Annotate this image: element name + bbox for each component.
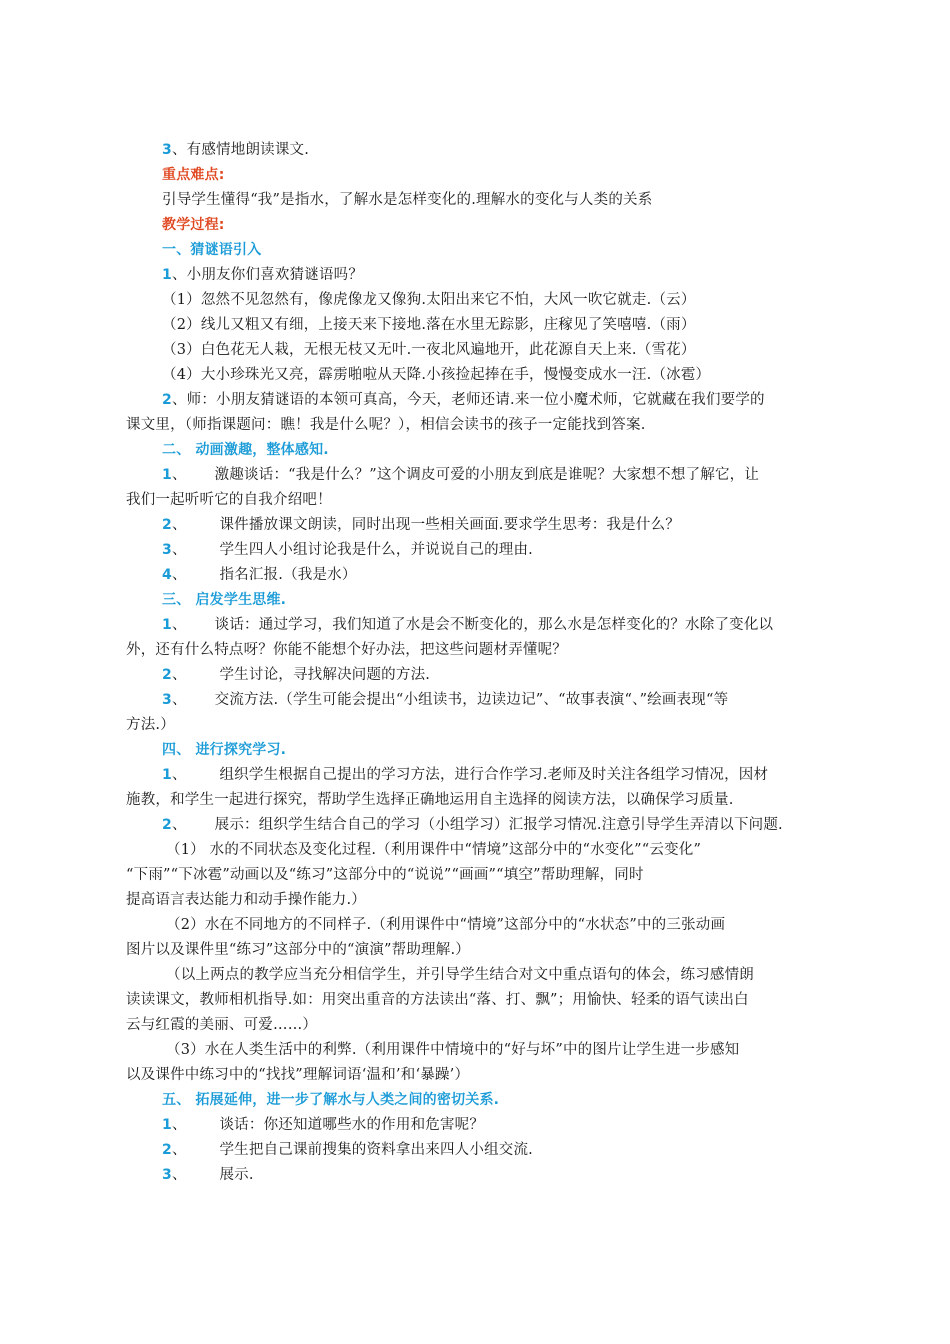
line-text: （以上两点的教学应当充分相信学生，并引导学生结合对文中重点语句的体会，练习感情朗 (166, 967, 754, 983)
line-text: （3）白色花无人栽，无根无枝又无叶.一夜北风遍地开，此花源自天上来.（雪花） (162, 342, 696, 358)
text-line (126, 688, 826, 713)
text-line (126, 888, 826, 913)
subsection-heading (126, 588, 826, 613)
line-text: 提高语言表达能力和动手操作能力.） (126, 892, 367, 908)
item-number: 4 (162, 567, 172, 583)
line-text: （1） 水的不同状态及变化过程.（利用课件中“情境”这部分中的“水变化”“云变化” (166, 842, 702, 858)
line-text: 激趣谈话：“我是什么？”这个调皮可爱的小朋友到底是谁呢？大家想不想了解它，让 (214, 467, 760, 483)
line-text: 学生讨论，寻找解决问题的方法. (214, 667, 431, 683)
subsection-heading (126, 738, 826, 763)
text-line (126, 1163, 826, 1188)
item-number: 3 (162, 542, 172, 558)
line-text: 谈话：通过学习，我们知道了水是会不断变化的，那么水是怎样变化的？水除了变化以 (214, 617, 774, 633)
text-line (126, 313, 826, 338)
item-number: 1 (162, 617, 172, 633)
text-line (126, 263, 826, 288)
text-line (126, 538, 826, 563)
item-number: 1 (162, 467, 172, 483)
line-text: 二、 动画激趣，整体感知. (162, 442, 329, 458)
text-line (126, 1038, 826, 1063)
text-line (126, 713, 826, 738)
item-separator: 、 (171, 1142, 187, 1158)
text-line (126, 463, 826, 488)
line-text: 课文里，（师指课题问：瞧！我是什么呢？），相信会读书的孩子一定能找到答案. (126, 417, 646, 433)
line-text: （1）忽然不见忽然有，像虎像龙又像狗.太阳出来它不怕，大风一吹它就走.（云） (162, 292, 696, 308)
item-separator: 、 (171, 542, 187, 558)
line-text: 组织学生根据自己提出的学习方法，进行合作学习.老师及时关注各组学习情况，因材 (214, 767, 769, 783)
text-line (126, 138, 826, 163)
item-number: 2 (162, 517, 172, 533)
text-line (126, 813, 826, 838)
item-number: 2 (162, 667, 172, 683)
text-line (126, 938, 826, 963)
line-text: 展示. (214, 1167, 254, 1183)
text-line (126, 1113, 826, 1138)
line-text: 引导学生懂得“我”是指水，了解水是怎样变化的.理解水的变化与人类的关系 (162, 192, 653, 208)
line-text: 三、 启发学生思维. (162, 592, 287, 608)
line-text: 方法.） (126, 717, 175, 733)
line-text: 、小朋友你们喜欢猜谜语吗？ (171, 267, 364, 283)
text-line (126, 763, 826, 788)
line-text: （4）大小珍珠光又亮，霹雳啪啦从天降.小孩捡起捧在手，慢慢变成水一汪.（冰雹） (162, 367, 711, 383)
line-text: 重点难点: (162, 167, 225, 183)
line-text: 、有感情地朗读课文. (171, 142, 310, 158)
line-text: 云与红霞的美丽、可爱……） (126, 1017, 318, 1033)
line-text: 学生四人小组讨论我是什么，并说说自己的理由. (214, 542, 533, 558)
subsection-heading (126, 238, 826, 263)
text-line (126, 1138, 826, 1163)
line-text: 教学过程: (162, 217, 225, 233)
line-text: 指名汇报.（我是水） (214, 567, 357, 583)
item-number: 2 (162, 392, 172, 408)
line-text: 施教，和学生一起进行探究，帮助学生选择正确地运用自主选择的阅读方法，以确保学习质量. (126, 792, 734, 808)
text-line (126, 913, 826, 938)
text-line (126, 288, 826, 313)
line-text: 五、 拓展延伸，进一步了解水与人类之间的密切关系. (162, 1092, 500, 1108)
item-separator: 、 (171, 1167, 187, 1183)
item-separator: 、 (171, 467, 187, 483)
text-line (126, 563, 826, 588)
item-separator: 、 (171, 567, 187, 583)
text-line (126, 413, 826, 438)
item-number: 2 (162, 1142, 172, 1158)
line-text: （2）水在不同地方的不同样子.（利用课件中“情境”这部分中的“水状态”中的三张动画 (166, 917, 726, 933)
text-line (126, 513, 826, 538)
item-number: 3 (162, 142, 172, 158)
text-line (126, 363, 826, 388)
text-line (126, 388, 826, 413)
item-number: 2 (162, 817, 172, 833)
text-line (126, 338, 826, 363)
section-heading (126, 213, 826, 238)
line-text: 我们一起听听它的自我介绍吧！ (126, 492, 332, 508)
item-number: 1 (162, 767, 172, 783)
text-line (126, 188, 826, 213)
line-text: “下雨”“下冰雹”动画以及“练习”这部分中的“说说”“画画”“填空”帮助理解，同时 (126, 867, 644, 883)
line-text: 学生把自己课前搜集的资料拿出来四人小组交流. (214, 1142, 533, 1158)
line-text: 谈话：你还知道哪些水的作用和危害呢？ (214, 1117, 485, 1133)
text-line (126, 488, 826, 513)
item-separator: 、 (171, 767, 187, 783)
item-separator: 、 (171, 617, 187, 633)
text-line (126, 863, 826, 888)
line-text: 图片以及课件里“练习”这部分中的“演演”帮助理解.） (126, 942, 470, 958)
line-text: 读读课文，教师相机指导.如：用突出重音的方法读出“落、打、飘”；用愉快、轻柔的语气读出白 (126, 992, 749, 1008)
item-number: 1 (162, 1117, 172, 1133)
section-heading (126, 163, 826, 188)
line-text: 外，还有什么特点呀？你能不能想个好办法，把这些问题材弄懂呢？ (126, 642, 567, 658)
item-number: 3 (162, 692, 172, 708)
text-line (126, 613, 826, 638)
text-line (126, 1063, 826, 1088)
text-line (126, 1013, 826, 1038)
item-separator: 、 (171, 667, 187, 683)
text-line (126, 988, 826, 1013)
line-text: 课件播放课文朗读，同时出现一些相关画面.要求学生思考：我是什么？ (214, 517, 680, 533)
item-separator: 、 (171, 1117, 187, 1133)
item-separator: 、 (171, 517, 187, 533)
text-line (126, 963, 826, 988)
line-text: 以及课件中练习中的“找找”理解词语‘温和’和‘暴躁’） (126, 1067, 470, 1083)
text-line (126, 638, 826, 663)
line-text: 一、猜谜语引入 (162, 242, 262, 258)
text-line (126, 838, 826, 863)
item-number: 1 (162, 267, 172, 283)
line-text: 交流方法.（学生可能会提出“小组读书，边读边记”、“故事表演“、”绘画表现“等 (214, 692, 729, 708)
item-separator: 、 (171, 692, 187, 708)
line-text: 四、 进行探究学习. (162, 742, 287, 758)
text-line (126, 663, 826, 688)
line-text: 、师：小朋友猜谜语的本领可真高，今天，老师还请.来一位小魔术师，它就藏在我们要学的 (171, 392, 765, 408)
line-text: 展示：组织学生结合自己的学习（小组学习）汇报学习情况.注意引导学生弄清以下问题. (214, 817, 783, 833)
document-body (126, 138, 826, 1188)
item-separator: 、 (171, 817, 187, 833)
item-number: 3 (162, 1167, 172, 1183)
subsection-heading (126, 438, 826, 463)
line-text: （3）水在人类生活中的利弊.（利用课件中情境中的“好与坏”中的图片让学生进一步感知 (166, 1042, 740, 1058)
subsection-heading (126, 1088, 826, 1113)
text-line (126, 788, 826, 813)
line-text: （2）线儿又粗又有细，上接天来下接地.落在水里无踪影，庄稼见了笑嘻嘻.（雨） (162, 317, 696, 333)
